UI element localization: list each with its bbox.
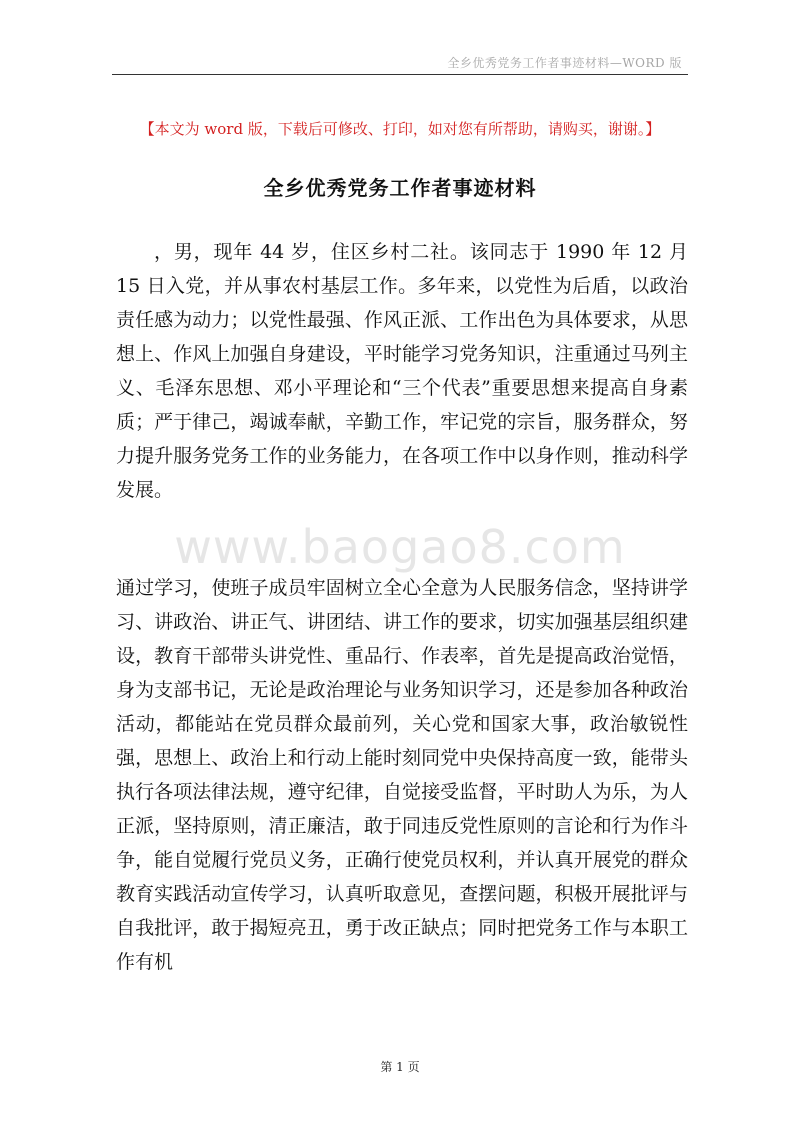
download-notice: 【本文为 word 版，下载后可修改、打印，如对您有所帮助，请购买，谢谢。】 — [139, 120, 661, 138]
running-header: 全乡优秀党务工作者事迹材料—WORD 版 — [447, 56, 682, 70]
body-paragraph-1: ，男，现年 44 岁，住区乡村二社。该同志于 1990 年 12 月 15 日入党，并从事农村基层工作。多年来，以党性为后盾，以政治责任感为动力；以党性最强、作风正派、工作出色为具体要求，从思想上、作风上加强自身建设，平时能学习党务知识，注重通过马列主义、毛泽东思想、邓小平理论和“三个代表”重要思想来提高自身素质；严于律己，竭诚奉献，辛勤工作，牢记党的宗旨，服务群众，努力提升服务党务工作的业务能力，在各项工作中以身作则，推动科学发展。 — [116, 241, 688, 501]
watermark-text: www.baogao8.com — [174, 520, 626, 574]
page-number: 第 1 页 — [380, 1060, 420, 1074]
header-divider — [112, 74, 688, 75]
body-paragraph-2: 通过学习，使班子成员牢固树立全心全意为人民服务信念，坚持讲学习、讲政治、讲正气、讲团结、讲工作的要求，切实加强基层组织建设，教育干部带头讲党性、重品行、作表率，首先是提高政治觉悟，身为支部书记，无论是政治理论与业务知识学习，还是参加各种政治活动，都能站在党员群众最前列，关心党和国家大事，政治敏锐性强，思想上、政治上和行动上能时刻同党中央保持高度一致，能带头执行各项法律法规，遵守纪律，自觉接受监督，平时助人为乐，为人正派，坚持原则，清正廉洁，敢于同违反党性原则的言论和行为作斗争，能自觉履行党员义务，正确行使党员权利，并认真开展党的群众教育实践活动宣传学习，认真听取意见，查摆问题，积极开展批评与自我批评，敢于揭短亮丑，勇于改正缺点；同时把党务工作与本职工作有机 — [116, 577, 688, 973]
document-title: 全乡优秀党务工作者事迹材料 — [263, 176, 537, 200]
